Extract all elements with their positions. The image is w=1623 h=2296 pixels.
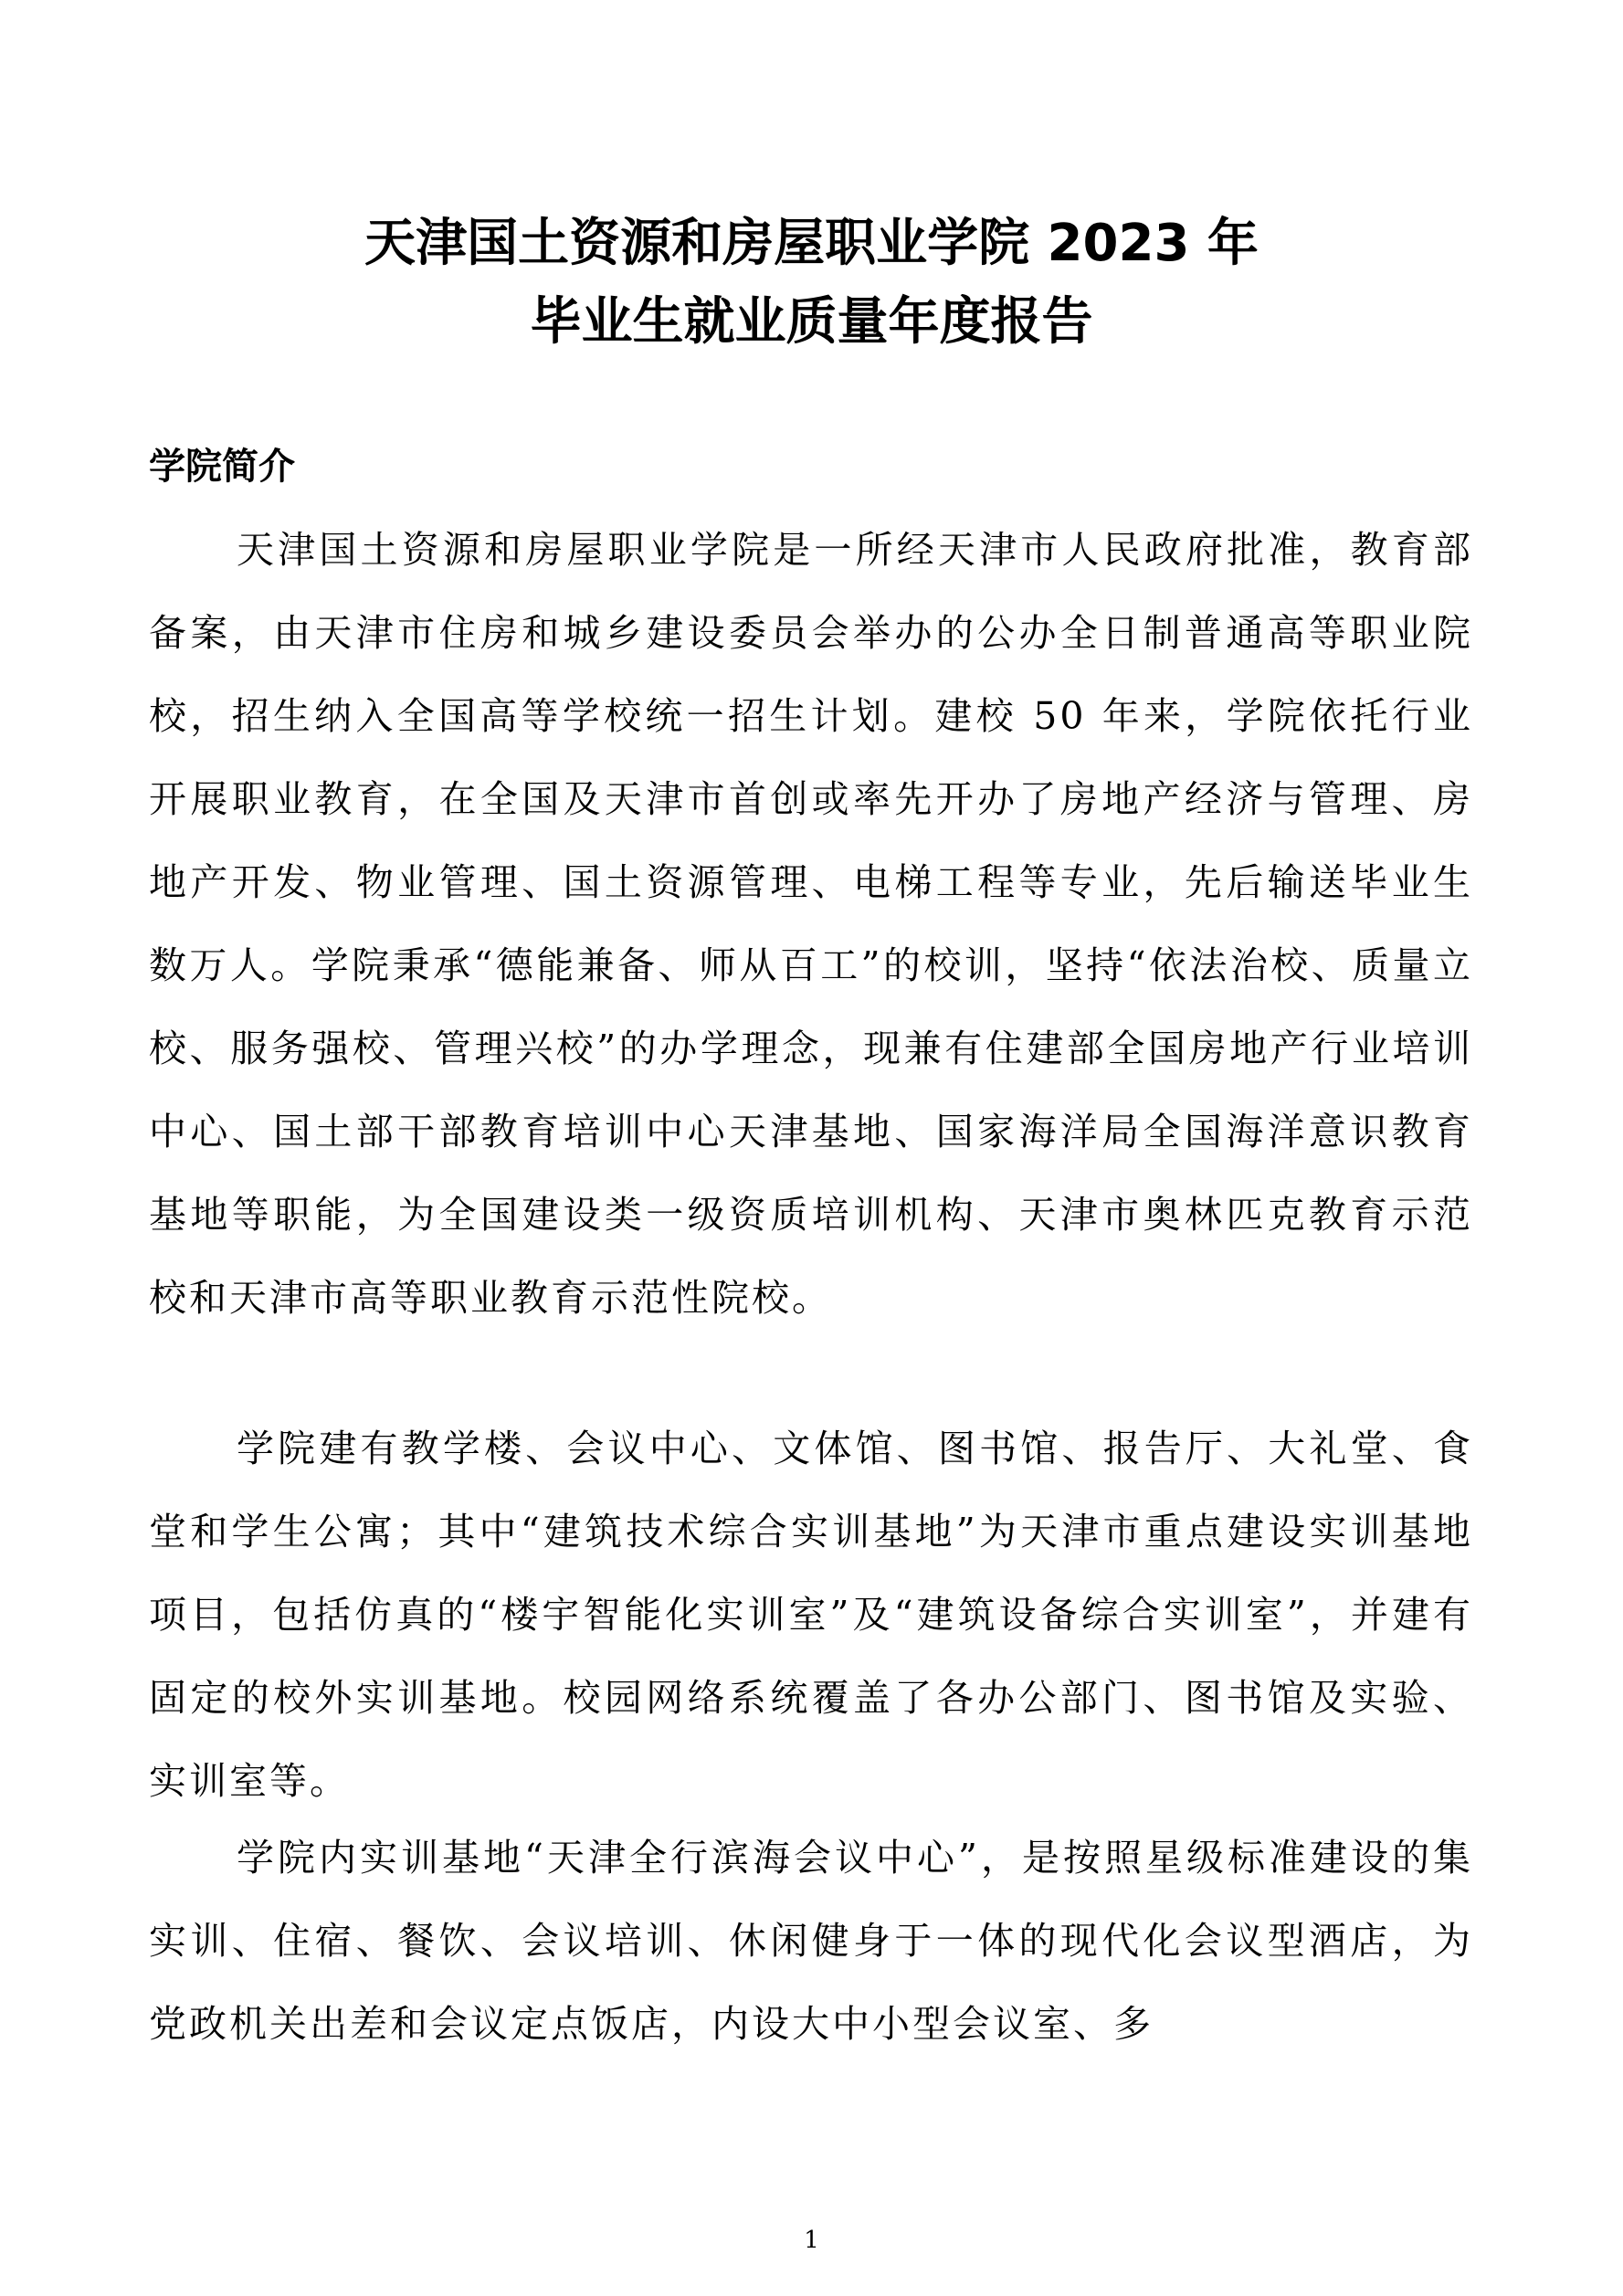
section-heading: 学院简介 (149, 446, 295, 488)
report-title-line-2: 毕业生就业质量年度报告 (530, 292, 1093, 352)
body-paragraph-1: 天津国土资源和房屋职业学院是一所经天津市人民政府批准，教育部备案，由天津市住房和城乡建设委员会举办的公办全日制普通高等职业院校，招生纳入全国高等学校统一招生计划。建校 50 年来，学院依托行业开展职业教育，在全国及天津市首创或率先开办了房地产经济与管理、房地产开发、物业管理、国土资源管理、电梯工程等专业，先后输送毕业生数万人。学院秉承“德能兼备、师从百工”的校训，坚持“依法治校、质量立校、服务强校、管理兴校”的办学理念，现兼有住建部全国房地产行业培训中心、国土部干部教育培训中心天津基地、国家海洋局全国海洋意识教育基地等职能，为全国建设类一级资质培训机构、天津市奥林匹克教育示范校和天津市高等职业教育示范性院校。 (149, 528, 1473, 1320)
page-number: 1 (804, 2227, 819, 2254)
body-paragraph-3: 学院内实训基地“天津全行滨海会议中心”，是按照星级标准建设的集实训、住宿、餐饮、会议培训、休闲健身于一体的现代化会议型酒店，为党政机关出差和会议定点饭店，内设大中小型会议室、多 (149, 1836, 1473, 2046)
body-paragraph-2: 学院建有教学楼、会议中心、文体馆、图书馆、报告厅、大礼堂、食堂和学生公寓；其中“建筑技术综合实训基地”为天津市重点建设实训基地项目，包括仿真的“楼宇智能化实训室”及“建筑设备综合实训室”，并建有固定的校外实训基地。校园网络系统覆盖了各办公部门、图书馆及实验、实训室等。 (149, 1427, 1473, 1803)
report-title-line-1: 天津国土资源和房屋职业学院 2023 年 (364, 214, 1259, 273)
